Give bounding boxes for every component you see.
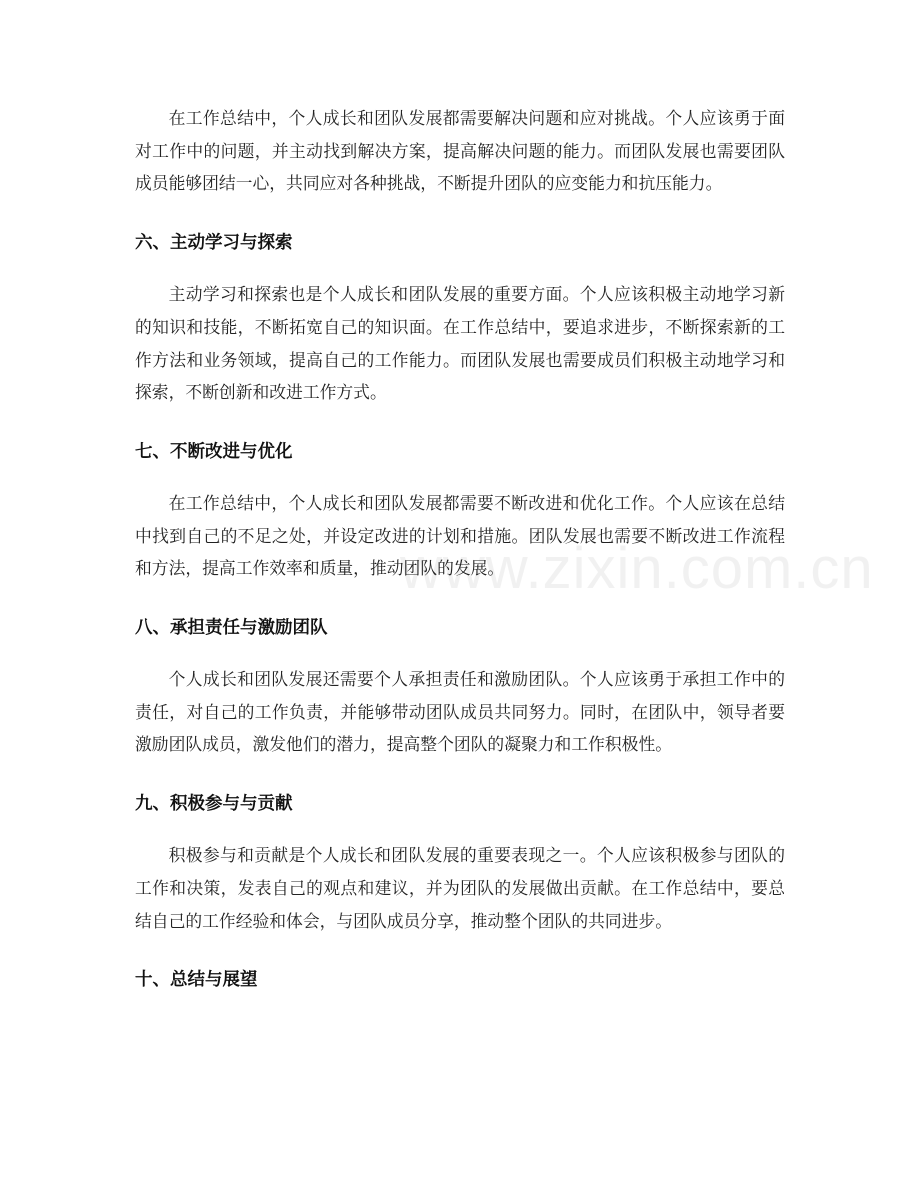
paragraph-intro: 在工作总结中，个人成长和团队发展都需要解决问题和应对挑战。个人应该勇于面对工作中的问题，并主动找到解决方案，提高解决问题的能力。而团队发展也需要团队成员能够团结一心，共同应对各种挑战，不断提升团队的应变能力和抗压能力。 bbox=[135, 108, 785, 194]
paragraph-section-8: 个人成长和团队发展还需要个人承担责任和激励团队。个人应该勇于承担工作中的责任，对自己的工作负责，并能够带动团队成员共同努力。同时，在团队中，领导者要激励团队成员，激发他们的潜力，提高整个团队的凝聚力和工作积极性。 bbox=[135, 669, 785, 755]
watermark: www.zixin.com.cn bbox=[400, 536, 874, 601]
heading-section-6: 六、主动学习与探索 bbox=[135, 233, 293, 254]
paragraph-section-7: 在工作总结中，个人成长和团队发展都需要不断改进和优化工作。个人应该在总结中找到自己的不足之处，并设定改进的计划和措施。团队发展也需要不断改进工作流程和方法，提高工作效率和质量，推动团队的发展。 bbox=[135, 492, 785, 579]
heading-section-9: 九、积极参与与贡献 bbox=[135, 794, 293, 815]
heading-section-8: 八、承担责任与激励团队 bbox=[135, 618, 328, 639]
heading-section-7: 七、不断改进与优化 bbox=[135, 441, 293, 462]
document-body bbox=[135, 102, 785, 1015]
paragraph-section-9: 积极参与和贡献是个人成长和团队发展的重要表现之一。个人应该积极参与团队的工作和决策，发表自己的观点和建议，并为团队的发展做出贡献。在工作总结中，要总结自己的工作经验和体会，与团队成员分享，推动整个团队的共同进步。 bbox=[135, 845, 785, 931]
heading-section-10: 十、总结与展望 bbox=[135, 970, 258, 991]
paragraph-section-6: 主动学习和探索也是个人成长和团队发展的重要方面。个人应该积极主动地学习新的知识和技能，不断拓宽自己的知识面。在工作总结中，要追求进步，不断探索新的工作方法和业务领域，提高自己的工作能力。而团队发展也需要成员们积极主动地学习和探索，不断创新和改进工作方式。 bbox=[135, 284, 785, 403]
